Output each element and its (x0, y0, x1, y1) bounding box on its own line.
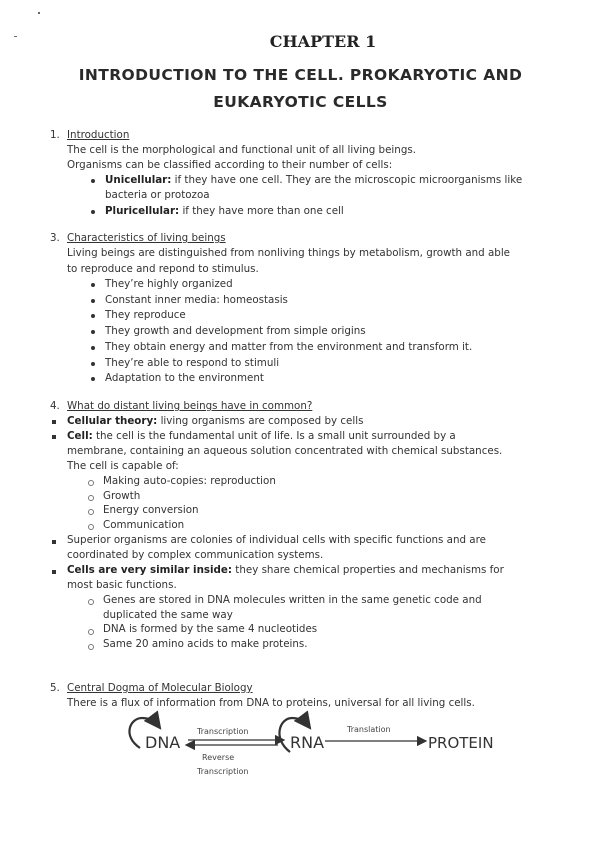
scan-speck (38, 12, 40, 14)
list-item: Constant inner media: homeostasis (105, 293, 288, 306)
list-item: Cellular theory: living organisms are composed by cells (67, 415, 364, 427)
list-item-continuation: coordinated by complex communication systems. (67, 549, 324, 561)
section-heading: Characteristics of living beings (67, 232, 226, 244)
chapter-subtitle-line-2: EUKARYOTIC CELLS (213, 93, 388, 111)
bullet (91, 377, 95, 381)
sub-bullet (88, 524, 94, 530)
sub-bullet (88, 509, 94, 515)
sub-list-item: Same 20 amino acids to make proteins. (103, 638, 308, 650)
reverse-label: Reverse (202, 753, 235, 762)
paragraph: There is a flux of information from DNA to proteins, universal for all living cells. (67, 697, 475, 709)
protein-label: PROTEIN (428, 734, 494, 752)
sub-bullet (88, 599, 94, 605)
bullet (52, 540, 56, 544)
sub-list-item: DNA is formed by the same 4 nucleotides (103, 623, 318, 635)
section-number: 3. (50, 232, 60, 244)
section-heading: Introduction (67, 129, 130, 141)
list-item-continuation: membrane, containing an aqueous solution concentrated with chemical substances. (67, 445, 503, 457)
bullet (91, 314, 95, 318)
sub-list-item: Communication (103, 519, 185, 532)
bullet (91, 210, 95, 214)
section-heading: What do distant living beings have in common? (67, 400, 313, 412)
sub-bullet (88, 644, 94, 650)
chapter-title: CHAPTER 1 (269, 32, 377, 51)
section-number: 1. (50, 129, 60, 141)
chapter-subtitle-line-1: INTRODUCTION TO THE CELL. PROKARYOTIC AND (78, 66, 523, 84)
list-item: Superior organisms are colonies of individual cells with specific functions and are (67, 534, 486, 546)
sub-bullet (88, 495, 94, 501)
central-dogma-diagram (0, 710, 601, 780)
paragraph: to reproduce and repond to stimulus. (67, 263, 259, 275)
bullet (52, 570, 56, 574)
section-number: 5. (50, 682, 60, 694)
paragraph: The cell is the morphological and functional unit of all living beings. (67, 144, 416, 156)
sub-list-item: Genes are stored in DNA molecules written in the same genetic code and (103, 594, 482, 606)
rna-label: RNA (290, 733, 325, 752)
section-heading: Central Dogma of Molecular Biology (67, 682, 253, 694)
sub-list-item: Energy conversion (103, 504, 199, 517)
list-item: Adaptation to the environment (105, 372, 264, 385)
bullet (91, 299, 95, 303)
list-item: They reproduce (105, 309, 186, 322)
bullet (91, 179, 95, 183)
dna-label: DNA (145, 733, 181, 752)
list-item: They obtain energy and matter from the environment and transform it. (105, 340, 473, 353)
bullet (91, 330, 95, 334)
sub-bullet (88, 480, 94, 486)
list-item: They’re able to respond to stimuli (105, 356, 280, 369)
list-item: Cell: the cell is the fundamental unit of life. Is a small unit surrounded by a (67, 430, 456, 442)
list-item: They’re highly organized (105, 278, 233, 290)
paragraph: Organisms can be classified according to their number of cells: (67, 159, 393, 171)
sub-list-item-continuation: duplicated the same way (103, 609, 233, 621)
sub-list-item: Growth (103, 489, 141, 502)
reverse-transcription-label: Transcription (197, 767, 249, 776)
list-item-continuation: The cell is capable of: (67, 460, 179, 472)
translation-label: Translation (347, 725, 391, 734)
section-number: 4. (50, 400, 60, 412)
bullet (91, 283, 95, 287)
bullet (52, 420, 56, 424)
list-item: They growth and development from simple origins (105, 325, 366, 338)
list-item: Unicellular: if they have one cell. They are the microscopic microorganisms like (105, 174, 523, 186)
list-item: Cells are very similar inside: they share chemical properties and mechanisms for (67, 564, 504, 576)
list-item: Pluricellular: if they have more than one cell (105, 205, 344, 217)
sub-list-item: Making auto-copies: reproduction (103, 475, 276, 487)
bullet (91, 346, 95, 350)
bullet (91, 362, 95, 366)
transcription-label: Transcription (197, 727, 249, 736)
list-item-continuation: most basic functions. (67, 579, 177, 591)
bullet (52, 435, 56, 439)
sub-bullet (88, 629, 94, 635)
list-item-continuation: bacteria or protozoa (105, 189, 210, 201)
paragraph: Living beings are distinguished from nonliving things by metabolism, growth and able (67, 247, 511, 259)
